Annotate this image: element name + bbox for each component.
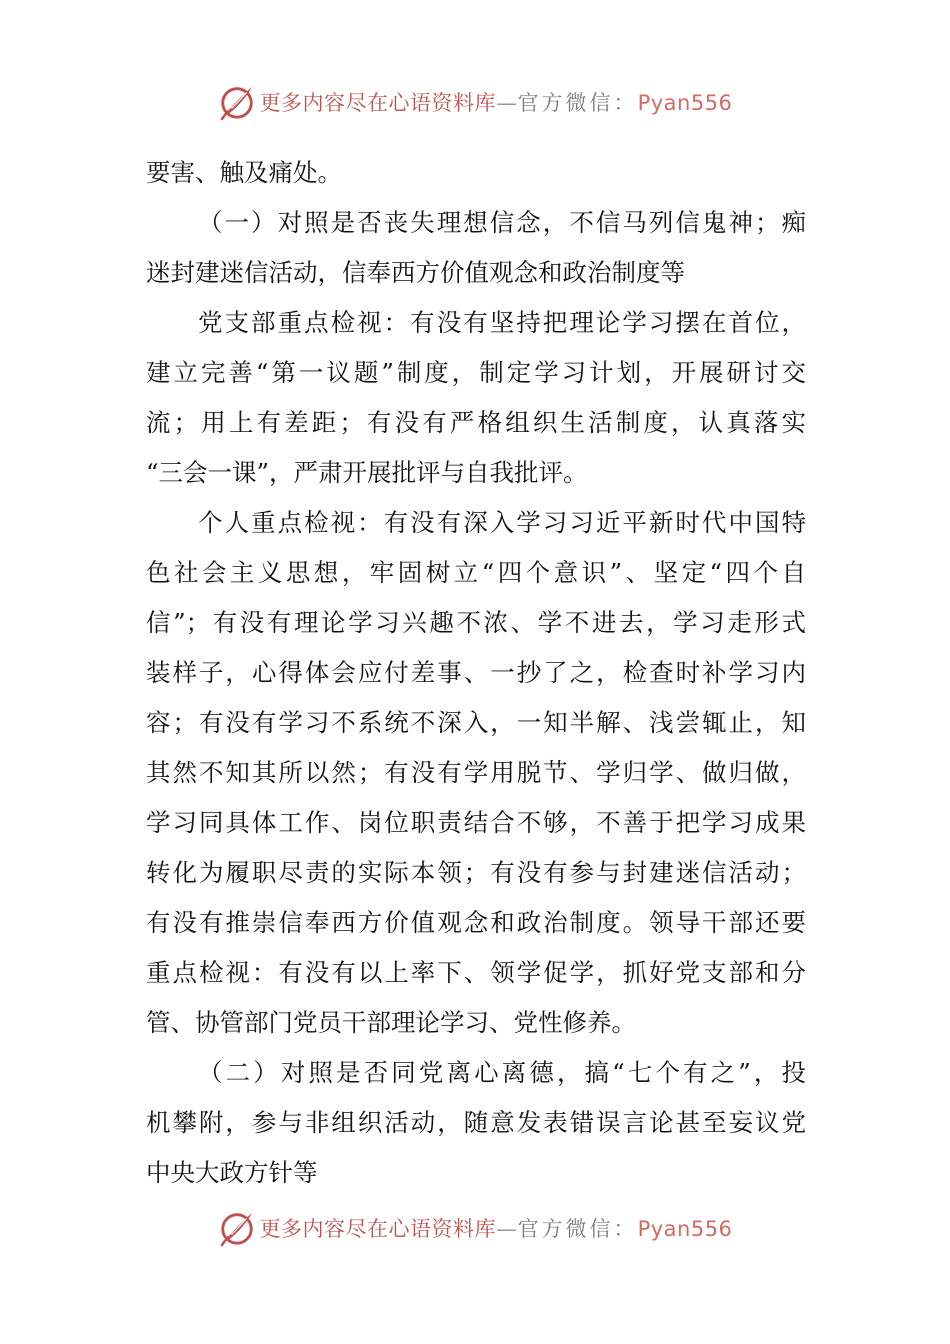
document-body: [146, 148, 806, 1198]
section-heading-2-line: （二）对照是否同党离心离德，搞“七个有之”，投: [198, 1058, 806, 1087]
watermark-label: 官方微信：: [517, 1217, 638, 1241]
personal-check-paragraph-line: 有没有推崇信奉西方价值观念和政治制度。领导干部还要: [146, 908, 806, 937]
branch-check-paragraph-line: 建立完善“第一议题”制度，制定学习计划，开展研讨交: [146, 358, 806, 387]
personal-check-paragraph-line: 转化为履职尽责的实际本领；有没有参与封建迷信活动；: [146, 858, 806, 887]
watermark-text: [260, 1213, 733, 1243]
watermark-slogan: 更多内容尽在心语资料库: [259, 1217, 497, 1241]
section-heading-1-line: （一）对照是否丧失理想信念，不信马列信鬼神；痴: [198, 208, 806, 237]
personal-check-paragraph-line: 其然不知其所以然；有没有学用脱节、学归学、做归做，: [146, 758, 806, 787]
personal-check-paragraph-line: 信”；有没有理论学习兴趣不浓、学不进去，学习走形式: [146, 608, 806, 637]
quill-pen-logo-icon: [218, 83, 256, 121]
watermark-text: [260, 87, 733, 117]
watermark-separator: —: [496, 1217, 518, 1241]
personal-check-paragraph-line: 个人重点检视：有没有深入学习习近平新时代中国特: [198, 508, 806, 537]
personal-check-paragraph-line: 色社会主义思想，牢固树立“四个意识”、坚定“四个自: [146, 558, 806, 587]
text-line: 要害、触及痛处。: [146, 158, 342, 187]
personal-check-paragraph-line: 重点检视：有没有以上率下、领学促学，抓好党支部和分: [146, 958, 806, 987]
branch-check-paragraph-line: 党支部重点检视：有没有坚持把理论学习摆在首位，: [198, 308, 806, 337]
quill-pen-logo-icon: [218, 1209, 256, 1247]
personal-check-paragraph-line: 管、协管部门党员干部理论学习、党性修养。: [146, 1008, 636, 1037]
watermark-content: [218, 83, 733, 121]
section-heading-2-line: 机攀附，参与非组织活动，随意发表错误言论甚至妄议党: [146, 1108, 806, 1137]
watermark-separator: —: [496, 91, 518, 115]
section-heading-1-line: 迷封建迷信活动，信奉西方价值观念和政治制度等: [146, 258, 685, 287]
watermark-banner-top: [0, 82, 950, 122]
watermark-label: 官方微信：: [517, 91, 638, 115]
watermark-content: [218, 1209, 733, 1247]
section-heading-2-line: 中央大政方针等: [146, 1158, 318, 1187]
personal-check-paragraph-line: 容；有没有学习不系统不深入，一知半解、浅尝辄止，知: [146, 708, 806, 737]
branch-check-paragraph-line: “三会一课”，严肃开展批评与自我批评。: [146, 458, 588, 487]
watermark-slogan: 更多内容尽在心语资料库: [259, 91, 497, 115]
watermark-wechat-id: Pyan556: [637, 1217, 733, 1241]
personal-check-paragraph-line: 装样子，心得体会应付差事、一抄了之，检查时补学习内: [146, 658, 806, 687]
watermark-banner-bottom: [0, 1208, 950, 1248]
branch-check-paragraph-line: 流；用上有差距；有没有严格组织生活制度，认真落实: [146, 408, 806, 437]
personal-check-paragraph-line: 学习同具体工作、岗位职责结合不够，不善于把学习成果: [146, 808, 806, 837]
watermark-wechat-id: Pyan556: [637, 91, 733, 115]
